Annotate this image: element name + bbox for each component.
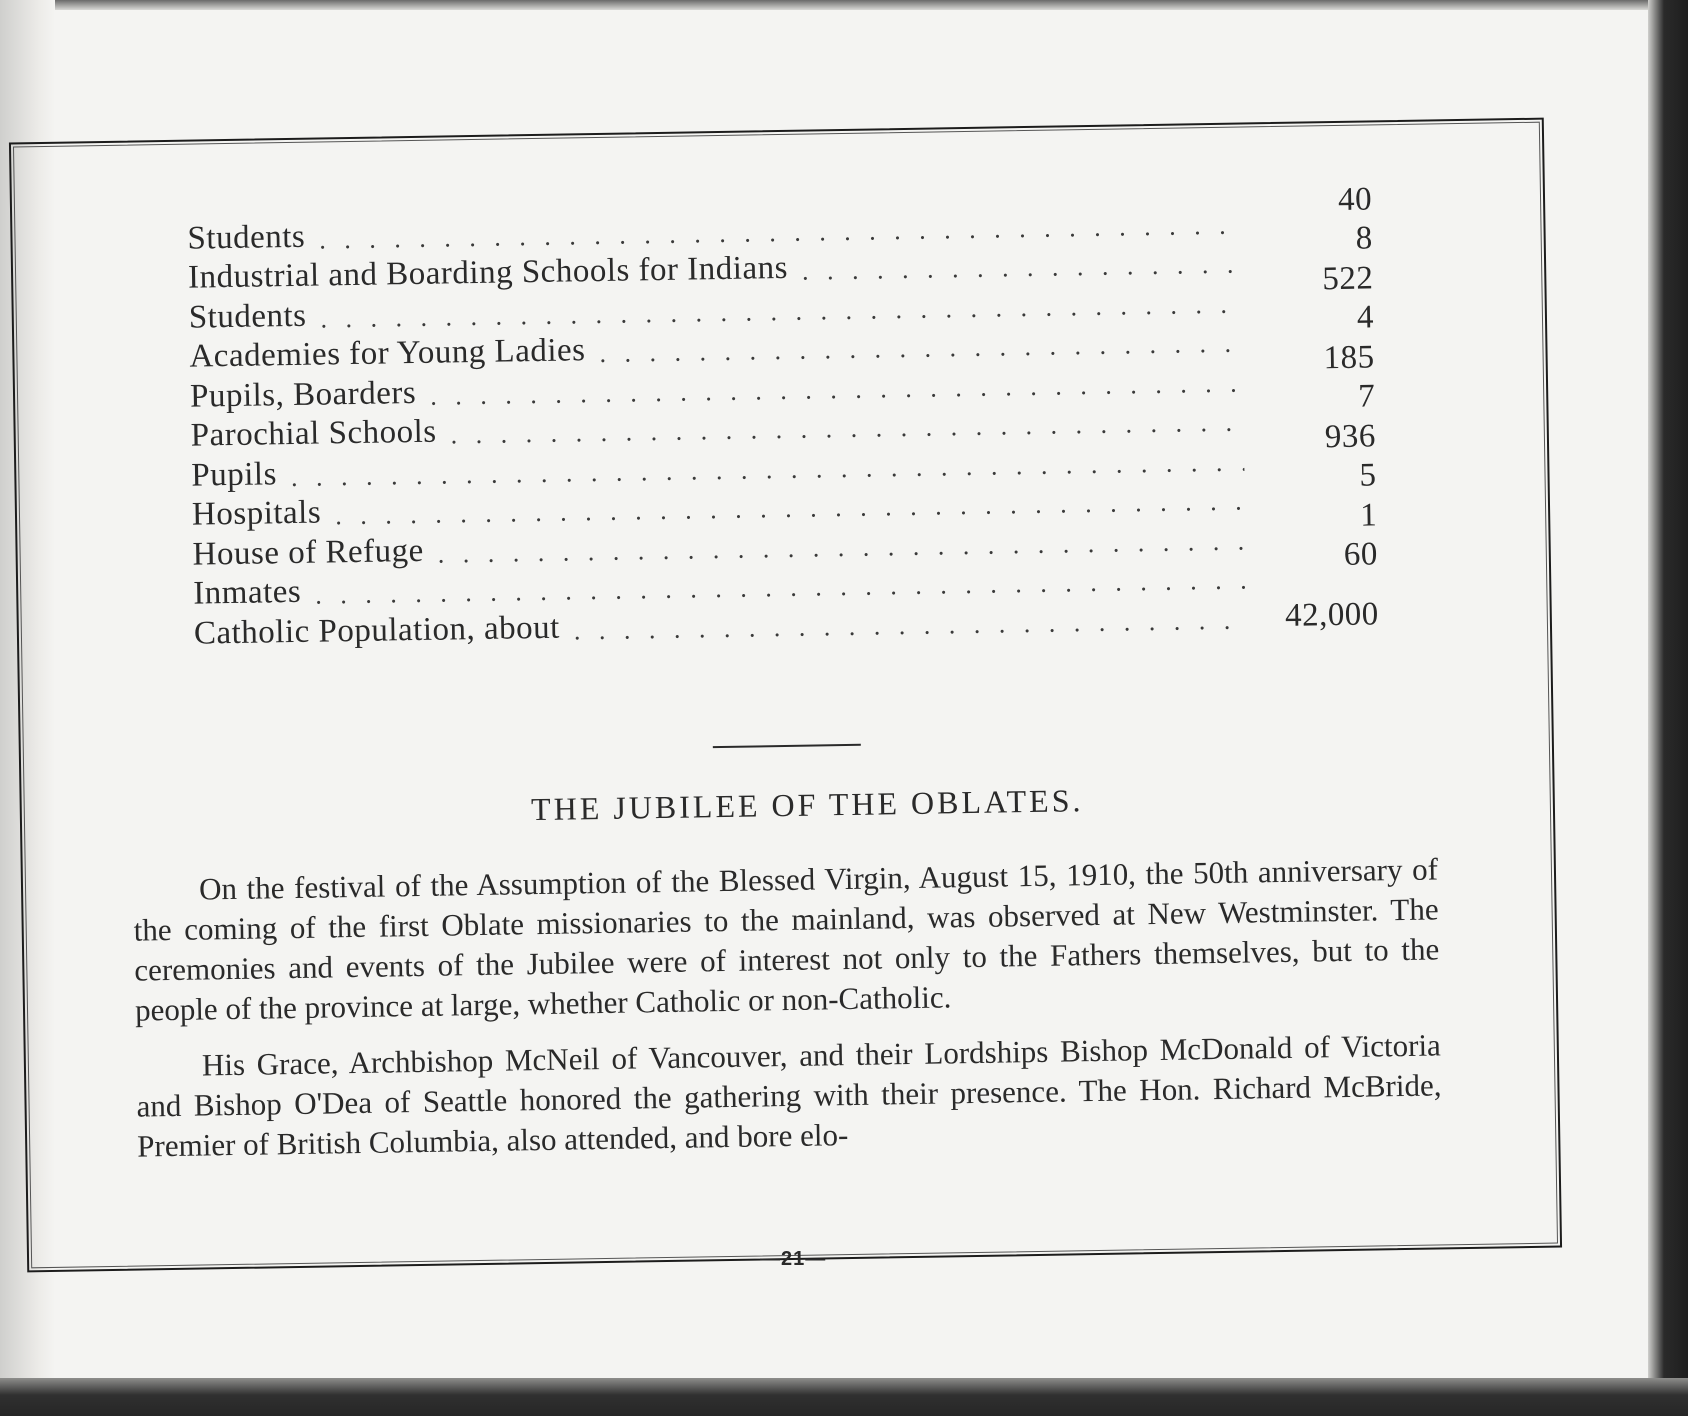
stat-value: 7 bbox=[1357, 378, 1376, 415]
paragraph: On the festival of the Assumption of the Blessed Virgin, August 15, 1910, the 50th anniversary of the coming of the first Oblate missionaries to the mainland, was observed at New Westminster. The ceremonies and events of the Jubilee were of interest not only to the Fathers themselves, but to the people of the province at large, whether Catholic or non-Catholic. bbox=[133, 851, 1440, 1028]
page-number: —21— bbox=[760, 1248, 827, 1270]
stat-label: Pupils bbox=[191, 455, 278, 494]
bottom-page-edge bbox=[0, 1378, 1688, 1416]
right-page-edge bbox=[1648, 0, 1688, 1416]
body-text bbox=[133, 849, 1443, 1182]
stat-value: 936 bbox=[1324, 417, 1377, 455]
stat-value: 60 bbox=[1343, 536, 1379, 573]
stat-value: 4 bbox=[1356, 299, 1375, 336]
statistics-list bbox=[187, 180, 1380, 652]
stat-label: Hospitals bbox=[191, 494, 322, 533]
stat-value: 1 bbox=[1359, 496, 1378, 534]
stat-value: 5 bbox=[1359, 457, 1377, 494]
section-heading: THE JUBILEE OF THE OBLATES. bbox=[530, 782, 1084, 828]
stat-value: 8 bbox=[1355, 220, 1373, 257]
top-edge-shadow bbox=[0, 0, 1662, 10]
stat-label: Catholic Population, about bbox=[193, 609, 561, 652]
stat-value: 522 bbox=[1322, 259, 1374, 297]
stat-label: Pupils, Boarders bbox=[189, 374, 417, 415]
paragraph: His Grace, Archbishop McNeil of Vancouver, and their Lordships Bishop McDonald of Victoria and Bishop O'Dea of Seattle honored the gathering with their presence. The Hon. Richard McBride, Premier of British Columbia, also attended, and bore elo- bbox=[136, 1027, 1442, 1164]
stat-label: Academies for Young Ladies bbox=[189, 332, 586, 375]
stat-label: Students bbox=[188, 297, 307, 336]
stat-label: Inmates bbox=[192, 573, 302, 612]
stat-value: 40 bbox=[1337, 180, 1373, 218]
stat-value: 185 bbox=[1323, 338, 1375, 376]
stat-label: House of Refuge bbox=[192, 532, 425, 573]
stat-label: Parochial Schools bbox=[190, 413, 437, 454]
content-frame bbox=[9, 118, 1562, 1273]
stat-label: Industrial and Boarding Schools for Indians bbox=[187, 249, 789, 296]
stat-label: Students bbox=[187, 218, 306, 257]
stat-value: 42,000 bbox=[1284, 595, 1380, 634]
